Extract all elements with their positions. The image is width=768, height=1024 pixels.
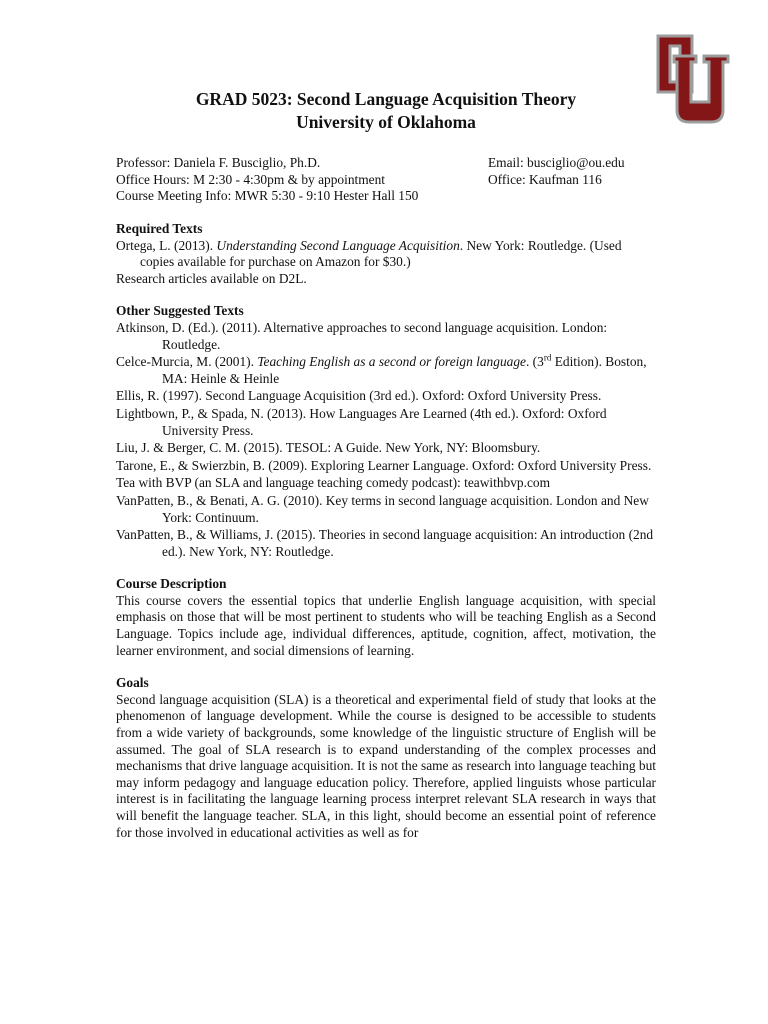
reference-item: Tarone, E., & Swierzbin, B. (2009). Exploring Learner Language. Oxford: Oxford University Press. bbox=[116, 457, 652, 473]
articles-note: Research articles available on D2L. bbox=[116, 270, 307, 286]
office-hours-line: Office Hours: M 2:30 - 4:30pm & by appointment bbox=[116, 171, 386, 187]
goals-text: Second language acquisition (SLA) is a theoretical and experimental field of study that looks at the phenomenon of language development. While the course is designed to be accessible to students from a wide variety of backgrounds, some knowledge of the linguistic structure of English will be assumed. The goal of SLA research is to expand understanding of the complex processes and mechanisms that drive language acquisition. It is not the same as research into language teaching but may inform pedagogy and language education policy. Therefore, applied linguists whose particular interest is in facilitating the language learning process interpret relevant SLA research in ways that will benefit the language teacher. SLA, in this light, should become an essential point of reference for those involved in educational activities as well as for bbox=[116, 691, 656, 840]
course-info bbox=[116, 155, 656, 205]
reference-item: VanPatten, B., & Williams, J. (2015). Theories in second language acquisition: An introduction (2nd ed.). New York, NY: Routledge. bbox=[116, 527, 654, 559]
reference-item: Celce-Murcia, M. (2001). Teaching English as a second or foreign language. (3rd Edition). Boston, MA: Heinle & Heinle bbox=[116, 352, 647, 386]
reference-item: Ellis, R. (1997). Second Language Acquisition (3rd ed.). Oxford: Oxford University Press. bbox=[116, 388, 602, 404]
course-title: GRAD 5023: Second Language Acquisition Theory bbox=[195, 89, 577, 109]
course-description-section bbox=[116, 576, 656, 659]
required-texts-heading: Required Texts bbox=[116, 221, 203, 236]
reference-item: Atkinson, D. (Ed.). (2011). Alternative approaches to second language acquisition. London: Routledge. bbox=[116, 319, 608, 352]
professor-line: Professor: Daniela F. Busciglio, Ph.D. bbox=[116, 155, 321, 170]
reference-item: Tea with BVP (an SLA and language teaching comedy podcast): teawithbvp.com bbox=[116, 475, 551, 491]
reference-item: Liu, J. & Berger, C. M. (2015). TESOL: A Guide. New York, NY: Bloomsbury. bbox=[116, 440, 541, 456]
suggested-texts-section bbox=[116, 303, 656, 560]
office-line: Office: Kaufman 116 bbox=[488, 171, 602, 187]
course-description-heading: Course Description bbox=[116, 576, 227, 592]
course-description-text: This course covers the essential topics that underlie English language acquisition, with special emphasis on those that will be most pertinent to students who will be teaching English as a Second Language. Topics include age, individual differences, aptitude, cognition, affect, motivation, the learner environment, and social dimensions of learning. bbox=[116, 592, 656, 658]
reference-item: Lightbown, P., & Spada, N. (2013). How Languages Are Learned (4th ed.). Oxford: Oxford University Press. bbox=[116, 405, 607, 438]
reference-item: VanPatten, B., & Benati, A. G. (2010). Key terms in second language acquisition. London and New York: Continuum. bbox=[116, 492, 649, 525]
goals-section bbox=[116, 675, 656, 841]
goals-heading: Goals bbox=[116, 675, 149, 691]
ou-logo-icon bbox=[650, 26, 732, 126]
university-name: University of Oklahoma bbox=[296, 112, 476, 132]
email-line: Email: busciglio@ou.edu bbox=[488, 155, 625, 170]
required-texts-section bbox=[116, 221, 656, 287]
suggested-texts-heading: Other Suggested Texts bbox=[116, 303, 244, 319]
ortega-reference: Ortega, L. (2013). Understanding Second Language Acquisition. New York: Routledge. (Used copies available for purchase on Amazon for $30.) bbox=[116, 237, 622, 270]
meeting-line: Course Meeting Info: MWR 5:30 - 9:10 Hester Hall 150 bbox=[116, 188, 419, 204]
syllabus-page bbox=[116, 88, 656, 841]
